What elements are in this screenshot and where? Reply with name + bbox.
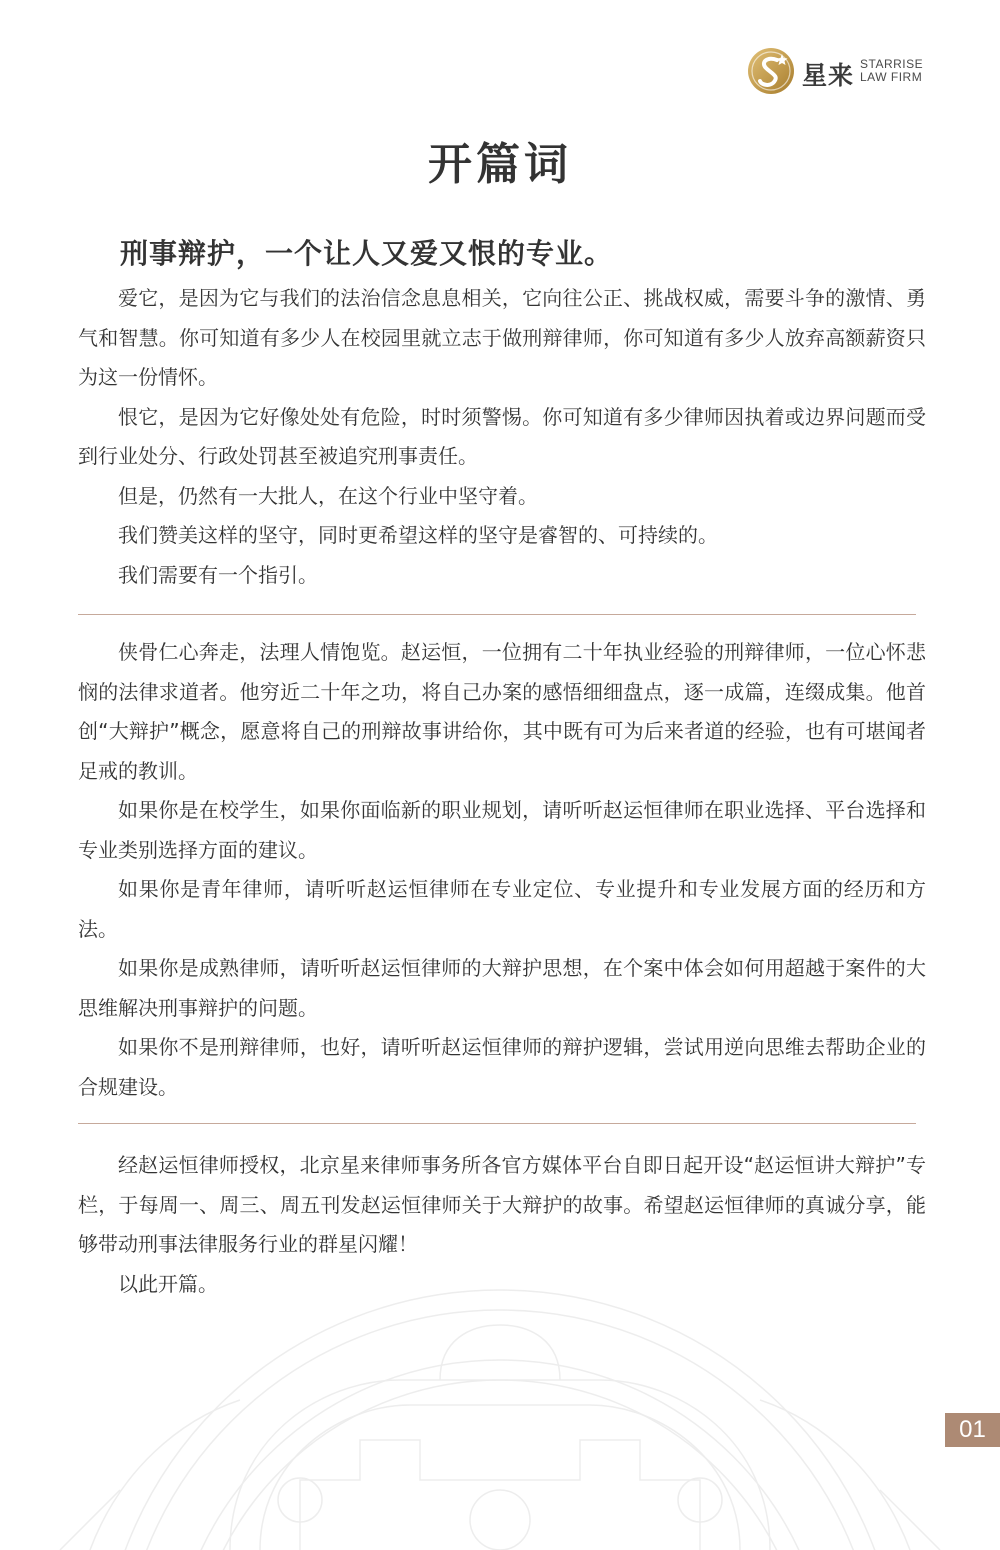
section-author: [78, 633, 926, 1107]
firm-logo: [746, 46, 936, 96]
section-intro: [78, 279, 926, 595]
paragraph: 以此开篇。: [118, 1271, 218, 1296]
paragraph: 我们需要有一个指引。: [118, 562, 318, 587]
logo-name-cn: 星来: [802, 61, 855, 90]
paragraph: 恨它，是因为它好像处处有危险，时时须警惕。你可知道有多少律师因执着或边界问题而受到行业处分、行政处罚甚至被追究刑事责任。: [78, 404, 926, 468]
page-number-badge: 01: [945, 1413, 1000, 1447]
paragraph: 我们赞美这样的坚守，同时更希望这样的坚守是睿智的、可持续的。: [118, 523, 718, 547]
subtitle: 刑事辩护，一个让人又爱又恨的专业。: [120, 237, 614, 270]
paragraph: 如果你不是刑辩律师，也好，请听听赵运恒律师的辩护逻辑，尝试用逆向思维去帮助企业的合规建设。: [78, 1035, 926, 1099]
page-title: 开篇词: [428, 139, 572, 190]
paragraph: 侠骨仁心奔走，法理人情饱览。赵运恒，一位拥有二十年执业经验的刑辩律师，一位心怀悲悯的法律求道者。他穷近二十年之功，将自己办案的感悟细细盘点，逐一成篇，连缀成集。他首创“大辩护”概念，愿意将自己的刑辩故事讲给你，其中既有可为后来者道的经验，也有可堪闻者足戒的教训。: [78, 640, 926, 783]
paragraph: 如果你是成熟律师，请听听赵运恒律师的大辩护思想，在个案中体会如何用超越于案件的大思维解决刑事辩护的问题。: [78, 956, 926, 1020]
paragraph: 经赵运恒律师授权，北京星来律师事务所各官方媒体平台自即日起开设“赵运恒讲大辩护”专栏，于每周一、周三、周五刊发赵运恒律师关于大辩护的故事。希望赵运恒律师的真诚分享，能够带动刑事法律服务行业的群星闪耀！: [78, 1153, 926, 1256]
section-divider: [78, 1123, 916, 1124]
decorative-lattice-pattern: [0, 1270, 1000, 1550]
starrise-logo-mark-icon: [746, 46, 796, 96]
logo-name-en-line1: STARRISE: [860, 57, 924, 71]
paragraph: 如果你是青年律师，请听听赵运恒律师在专业定位、专业提升和专业发展方面的经历和方法。: [78, 877, 926, 941]
logo-name-en: [860, 58, 923, 84]
paragraph: 但是，仍然有一大批人，在这个行业中坚守着。: [118, 483, 538, 508]
paragraph: 如果你是在校学生，如果你面临新的职业规划，请听听赵运恒律师在职业选择、平台选择和专业类别选择方面的建议。: [78, 798, 926, 862]
section-divider: [78, 614, 916, 615]
logo-name-en-line2: LAW FIRM: [860, 70, 923, 84]
paragraph: 爱它，是因为它与我们的法治信念息息相关，它向往公正、挑战权威，需要斗争的激情、勇气和智慧。你可知道有多少人在校园里就立志于做刑辩律师，你可知道有多少人放弃高额薪资只为这一份情怀。: [78, 286, 926, 389]
